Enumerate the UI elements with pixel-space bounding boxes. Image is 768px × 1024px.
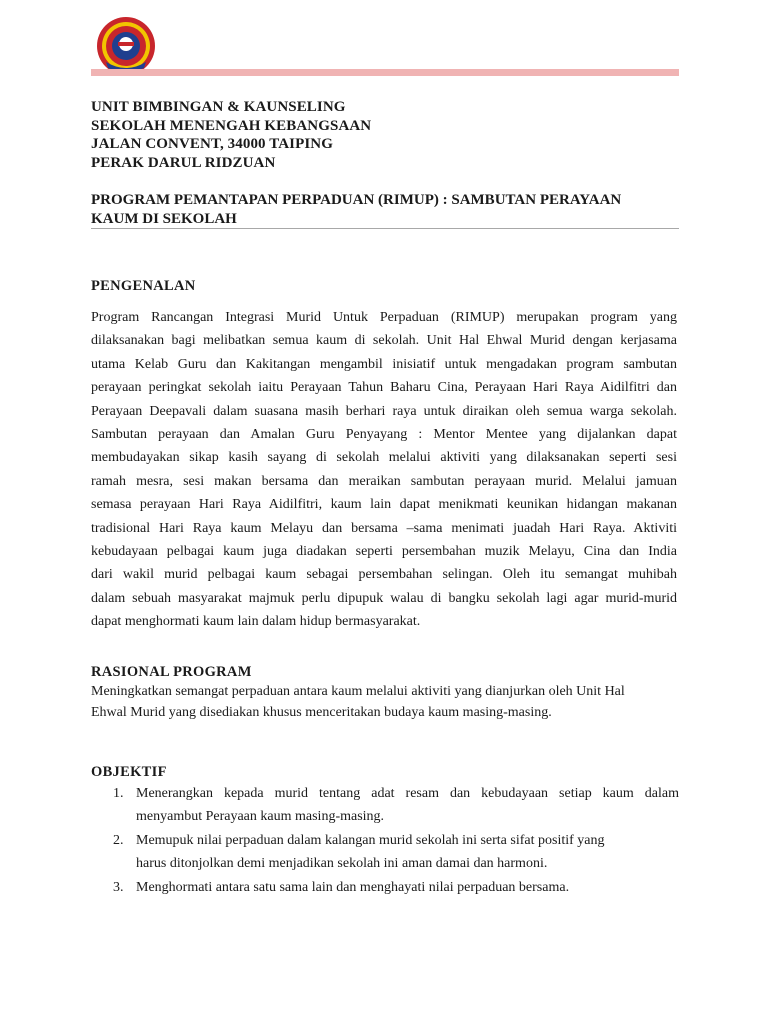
header-bar [91,69,679,76]
list-number: 1. [113,786,124,801]
list-number: 3. [113,880,124,895]
paragraph-line: utama Kelab Guru dan Kakitangan mengambil inisiatif untuk mengadakan program sambutan [91,356,677,372]
school-name: SEKOLAH MENENGAH KEBANGSAAN [91,117,372,134]
school-address [91,98,681,172]
rasional-paragraph: Meningkatkan semangat perpaduan antara kaum melalui aktiviti yang dianjurkan oleh Unit Hal Ehwal Murid yang disediakan khusus menceritakan budaya kaum masing-masing. [91,684,625,720]
state-name: PERAK DARUL RIDZUAN [91,154,276,171]
paragraph-line: Perayaan Deepavali dalam suasana masih berhari raya untuk diraikan oleh semua warga sekolah. [91,403,677,419]
paragraph-line: Program Rancangan Integrasi Murid Untuk Perpaduan (RIMUP) merupakan program yang [91,310,677,325]
pengenalan-paragraph [91,306,677,633]
paragraph-line: membudayakan sikap kasih sayang di sekolah melalui aktiviti yang dilaksanakan seperti sesi [91,450,677,466]
school-logo [96,16,156,76]
title-divider [91,228,679,229]
pengenalan-heading: PENGENALAN [91,278,196,294]
paragraph-line: dapat menghormati kaum lain dalam hidup bermasyarakat. [91,614,421,630]
list-number: 2. [113,833,124,848]
street-address: JALAN CONVENT, 34000 TAIPING [91,136,333,152]
objektif-list [91,782,679,900]
list-item: 1. Menerangkan kepada murid tentang adat resam dan kebudayaan setiap kaum dalam menyambut Perayaan kaum masing-masing. [91,782,679,828]
paragraph-line: dalam sebuah masyarakat majmuk perlu dipupuk walau di bangku sekolah lagi agar murid-murid [91,590,677,606]
list-item: 2. Memupuk nilai perpaduan dalam kalangan murid sekolah ini serta sifat positif yang harus ditonjolkan demi menjadikan sekolah ini aman damai dan harmoni. [91,829,679,875]
paragraph-line: semasa perayaan Hari Raya Aidilfitri, kaum lain dapat menikmati keunikan hidangan makanan [91,497,677,513]
paragraph-line: perayaan peringkat sekolah iaitu Perayaan Tahun Baharu Cina, Perayaan Hari Raya Aidilfitri dan [91,380,677,396]
paragraph-line: Sambutan perayaan dan Amalan Guru Penyayang : Mentor Mentee yang dijalankan dapat [91,426,677,442]
paragraph-line: dilaksanakan bagi melibatkan semua kaum di sekolah. Unit Hal Ehwal Murid dengan kerjasama [91,333,677,349]
paragraph-line: ramah mesra, sesi makan bersama dan meraikan sambutan perayaan murid. Melalui jamuan [91,473,677,489]
paragraph-line: tradisional Hari Raya kaum Melayu dan bersama –sama menimati juadah Hari Raya. Aktiviti [91,520,677,536]
paragraph-line: kebudayaan pelbagai kaum juga diadakan seperti persembahan muzik Melayu, Cina dan India [91,543,677,559]
unit-name: UNIT BIMBINGAN & KAUNSELING [91,99,346,115]
list-item: 3. Menghormati antara satu sama lain dan menghayati nilai perpaduan bersama. [91,876,679,899]
rasional-heading: RASIONAL PROGRAM [91,664,252,680]
program-title: PROGRAM PEMANTAPAN PERPADUAN (RIMUP) : SAMBUTAN PERAYAAN KAUM DI SEKOLAH [91,192,622,227]
paragraph-line: dari wakil murid pelbagai kaum sebagai persembahan selingan. Oleh itu semangat muhibah [91,567,677,583]
objektif-heading: OBJEKTIF [91,764,167,780]
